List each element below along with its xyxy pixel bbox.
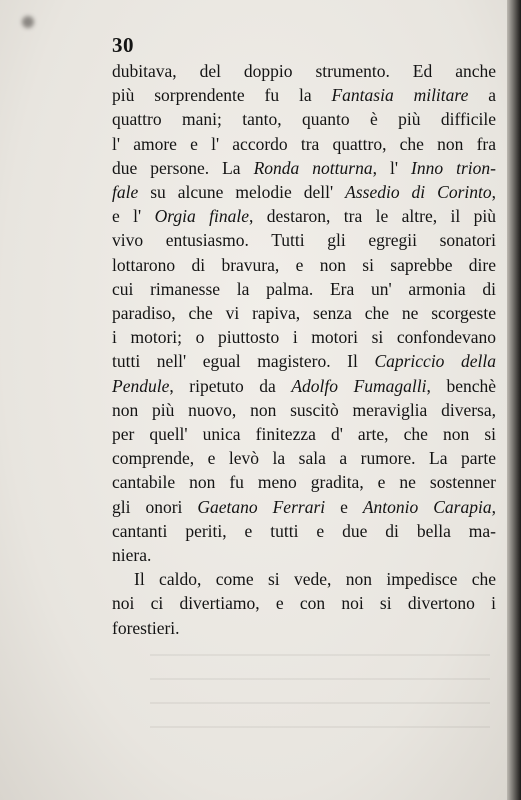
text-segment: forestieri. [112,617,180,638]
text-segment: lottarono di bravura, e non si saprebbe dire [112,254,496,275]
text-line [112,446,496,470]
text-line [112,107,496,131]
italic-title: Gaetano Ferrari [197,496,326,517]
text-segment: Il caldo, come si vede, non impedisce che [134,569,496,590]
italic-title: Orgia finale [154,206,249,227]
text-segment: , [491,182,496,203]
text-line [112,156,496,180]
italic-title: Capriccio della [374,351,496,372]
text-segment: , [491,496,496,517]
text-segment: più sorprendente fu la [112,85,332,106]
text-line [112,301,496,325]
text-line [112,253,496,277]
text-segment: , ripetuto da [169,375,292,396]
text-segment: i motori; o piuttosto i motori si confondevano [112,327,496,348]
text-line [112,519,496,543]
text-line [112,398,496,422]
italic-title: Ronda notturna [253,157,373,178]
text-line [112,132,496,156]
text-segment: , destaron, tra le altre, il più [248,206,496,227]
page-number: 30 [112,33,134,57]
text-line [112,59,496,83]
text-segment: e l' [112,206,155,227]
text-line [112,591,496,615]
text-segment: su alcune melodie dell' [138,182,346,203]
text-line [112,180,496,204]
show-through-text [150,640,490,750]
text-segment: cui rimanesse la palma. Era un' armonia di [112,278,496,299]
text-segment: , benchè [426,375,496,396]
text-line [112,567,496,591]
text-line [112,495,496,519]
italic-title: Pendule [112,375,170,396]
text-segment: comprende, e levò la sala a rumore. La parte [112,448,496,469]
text-segment: noi ci divertiamo, e con noi si divertono i [112,593,496,614]
italic-title: Assedio di Corinto [345,182,492,203]
text-segment: vivo entusiasmo. Tutti gli egregii sonatori [112,230,496,251]
text-line [112,83,496,107]
italic-title: Fantasia militare [331,85,469,106]
text-line [112,228,496,252]
text-line [112,422,496,446]
text-line [112,325,496,349]
text-segment: per quell' unica finitezza d' arte, che non si [112,424,496,445]
text-segment: , l' [372,157,412,178]
text-segment: niera. [112,545,152,566]
text-segment: a [468,85,496,106]
italic-title: fale [112,182,139,203]
text-segment: tutti nell' egual magistero. Il [112,351,375,372]
paper-stain [22,16,34,28]
text-line [112,204,496,228]
text-line [112,543,496,567]
text-segment: non più nuovo, non suscitò meraviglia diversa, [112,399,496,420]
italic-title: Adolfo Fumagalli [291,375,427,396]
text-line [112,277,496,301]
page-edge-shadow [507,0,521,800]
text-line [112,470,496,494]
text-line [112,349,496,373]
body-text [112,59,496,640]
text-segment: cantabile non fu meno gradita, e ne sostenner [112,472,496,493]
italic-title: Antonio Carapia [362,496,492,517]
text-segment: l' amore e l' accordo tra quattro, che non fra [112,133,496,154]
text-segment: paradiso, che vi rapiva, senza che ne scorgeste [112,303,496,324]
text-segment: gli onori [112,496,198,517]
text-line [112,616,496,640]
text-segment: dubitava, del doppio strumento. Ed anche [112,61,496,81]
text-segment: e [325,496,363,517]
text-segment: cantanti periti, e tutti e due di bella ma- [112,520,496,541]
text-line [112,374,496,398]
text-segment: quattro mani; tanto, quanto è più difficile [112,109,496,130]
text-segment: due persone. La [112,157,254,178]
italic-title: Inno trion- [411,157,496,178]
